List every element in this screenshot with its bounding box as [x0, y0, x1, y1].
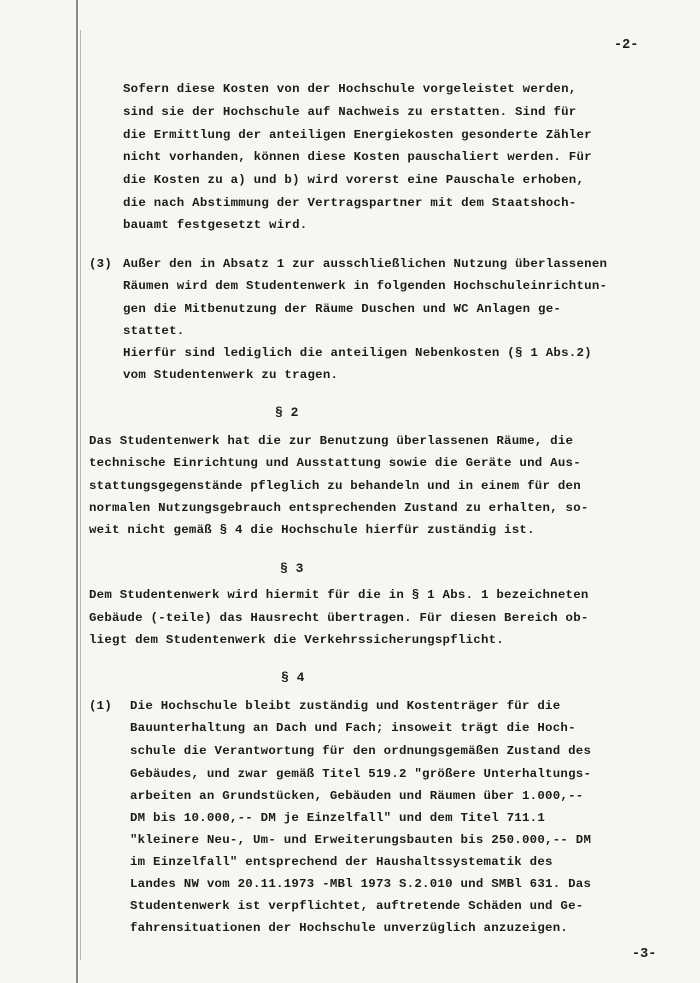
text-line: Sofern diese Kosten von der Hochschule vorgeleistet werden,: [123, 82, 577, 96]
paragraph-number: (1): [89, 699, 113, 713]
section-heading-4: § 4: [281, 670, 305, 685]
text-line: nicht vorhanden, können diese Kosten pauschaliert werden. Für: [123, 150, 592, 164]
text-line: Außer den in Absatz 1 zur ausschließlichen Nutzung überlassenen: [123, 257, 608, 271]
text-line: schule die Verantwortung für den ordnungsgemäßen Zustand des: [130, 744, 592, 758]
text-line: "kleinere Neu-, Um- und Erweiterungsbauten bis 250.000,-- DM: [130, 833, 592, 847]
page-number-bottom: -3-: [632, 947, 657, 962]
text-line: technische Einrichtung und Ausstattung sowie die Geräte und Aus-: [89, 456, 581, 470]
text-line: Räumen wird dem Studentenwerk in folgenden Hochschuleinrichtun-: [123, 279, 608, 293]
section-heading-3: § 3: [280, 561, 304, 576]
text-line: im Einzelfall" entsprechend der Haushaltssystematik des: [130, 855, 553, 869]
text-line: Gebäude (-teile) das Hausrecht übertragen. Für diesen Bereich ob-: [89, 611, 589, 625]
text-line: Die Hochschule bleibt zuständig und Kostenträger für die: [130, 699, 561, 713]
text-line: stattet.: [123, 324, 185, 338]
text-line: Bauunterhaltung an Dach und Fach; insoweit trägt die Hoch-: [130, 721, 576, 735]
text-line: stattungsgegenstände pfleglich zu behandeln und in einem für den: [89, 479, 581, 493]
text-line: Studentenwerk ist verpflichtet, auftretende Schäden und Ge-: [130, 899, 584, 913]
text-line: sind sie der Hochschule auf Nachweis zu erstatten. Sind für: [123, 105, 577, 119]
text-line: Das Studentenwerk hat die zur Benutzung überlassenen Räume, die: [89, 434, 574, 448]
text-line: Hierfür sind lediglich die anteiligen Nebenkosten (§ 1 Abs.2): [123, 346, 592, 360]
text-line: Dem Studentenwerk wird hiermit für die in § 1 Abs. 1 bezeichneten: [89, 588, 589, 602]
text-line: Gebäudes, und zwar gemäß Titel 519.2 "größere Unterhaltungs-: [130, 767, 592, 781]
text-line: liegt dem Studentenwerk die Verkehrssicherungspflicht.: [89, 633, 505, 647]
text-line: die Ermittlung der anteiligen Energiekosten gesonderte Zähler: [123, 128, 592, 142]
text-line: arbeiten an Grundstücken, Gebäuden und Räumen über 1.000,--: [130, 789, 584, 803]
text-line: die nach Abstimmung der Vertragspartner mit dem Staatshoch-: [123, 196, 577, 210]
text-line: bauamt festgesetzt wird.: [123, 218, 308, 232]
section-heading-2: § 2: [275, 405, 299, 420]
text-line: gen die Mitbenutzung der Räume Duschen und WC Anlagen ge-: [123, 302, 562, 316]
text-line: weit nicht gemäß § 4 die Hochschule hierfür zuständig ist.: [89, 523, 535, 537]
text-line: fahrensituationen der Hochschule unverzüglich anzuzeigen.: [130, 921, 569, 935]
text-line: normalen Nutzungsgebrauch entsprechenden Zustand zu erhalten, so-: [89, 501, 589, 515]
text-line: die Kosten zu a) und b) wird vorerst eine Pauschale erhoben,: [123, 173, 585, 187]
page-number-top: -2-: [614, 38, 639, 53]
page-margin-line-inner: [80, 30, 81, 960]
page-margin-line: [76, 0, 78, 983]
text-line: DM bis 10.000,-- DM je Einzelfall" und dem Titel 711.1: [130, 811, 546, 825]
text-line: Landes NW vom 20.11.1973 -MBl 1973 S.2.010 und SMBl 631. Das: [130, 877, 592, 891]
paragraph-number: (3): [89, 257, 113, 271]
text-line: vom Studentenwerk zu tragen.: [123, 368, 339, 382]
